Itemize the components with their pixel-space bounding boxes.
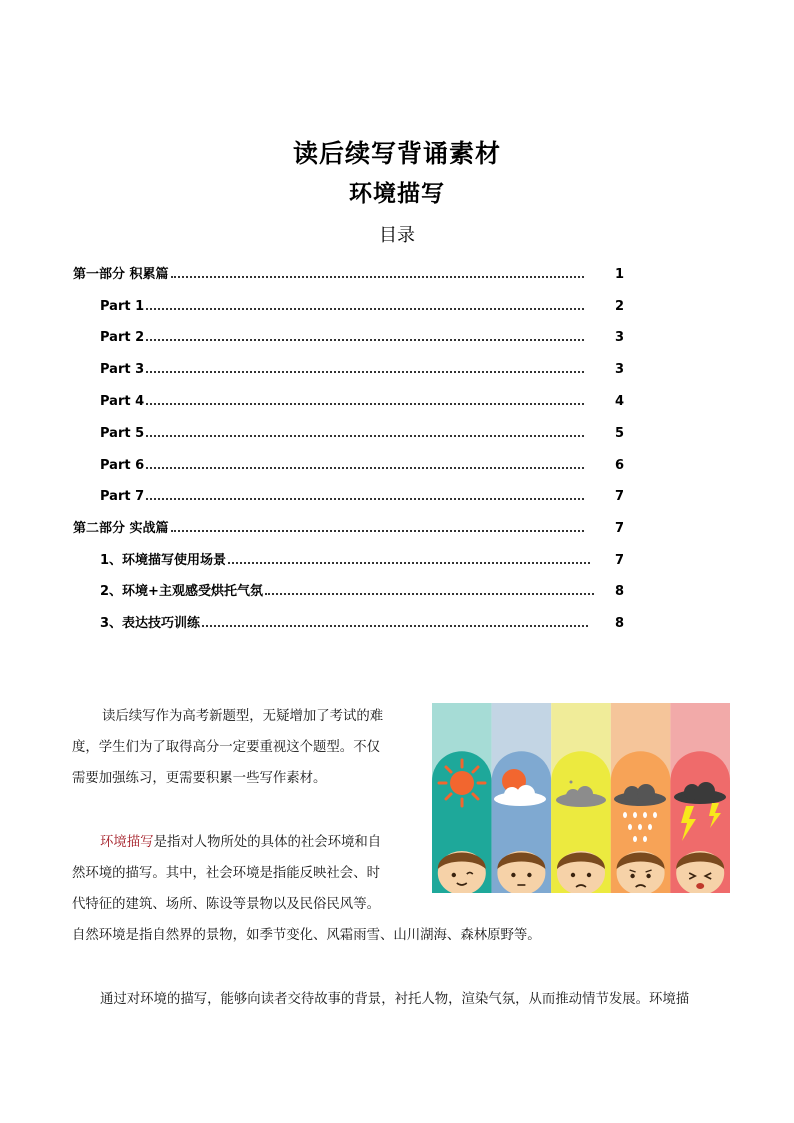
- toc-entry[interactable]: [73, 258, 624, 282]
- toc-entry-page: 3: [614, 362, 624, 377]
- crying-face-icon: [676, 851, 724, 893]
- toc-entry-label: Part 6: [100, 458, 145, 473]
- toc-entry[interactable]: [100, 607, 624, 631]
- toc-entry[interactable]: [100, 290, 624, 314]
- paragraph-1-line-3: 需要加强练习，更需要积累一些写作素材。: [72, 771, 327, 786]
- toc-entry[interactable]: [100, 480, 624, 504]
- paragraph-1-line-1: 读后续写作为高考新题型，无疑增加了考试的难: [102, 709, 384, 724]
- paragraph-2-line-2: 然环境的描写。其中，社会环境是指能反映社会、时: [72, 866, 380, 881]
- toc-heading: 目录: [379, 225, 415, 246]
- sun-icon: [439, 760, 485, 806]
- toc-entry-page: 6: [614, 458, 624, 473]
- toc-entry-label: Part 1: [100, 299, 145, 314]
- document-title: 读后续写背诵素材: [292, 139, 501, 168]
- toc-entry[interactable]: [73, 512, 624, 536]
- toc-entry-page: 4: [614, 394, 624, 409]
- toc-entry[interactable]: [100, 321, 624, 345]
- toc-leader-dots: [146, 308, 584, 310]
- toc-entry-page: 3: [614, 330, 624, 345]
- toc-entry-label: 1、环境描写使用场景: [100, 553, 227, 568]
- toc-entry-page: 7: [614, 489, 624, 504]
- toc-entry[interactable]: [100, 385, 624, 409]
- toc-leader-dots: [146, 435, 584, 437]
- toc-leader-dots: [146, 467, 584, 469]
- toc-leader-dots: [171, 276, 584, 278]
- toc-entry-page: 5: [614, 426, 624, 441]
- toc-entry-label: 第一部分 积累篇: [73, 267, 169, 282]
- toc-leader-dots: [202, 625, 588, 627]
- paragraph-2-line-4: 自然环境是指自然界的景物，如季节变化、风霜雨雪、山川湖海、森林原野等。: [72, 928, 541, 943]
- weather-mood-illustration: [432, 703, 730, 893]
- toc-entry[interactable]: [100, 575, 624, 599]
- toc-entry-label: Part 3: [100, 362, 145, 377]
- toc-entry[interactable]: [100, 544, 624, 568]
- toc-entry-page: 7: [614, 553, 624, 568]
- toc-entry-page: 8: [614, 584, 624, 599]
- toc-entry-label: 3、表达技巧训练: [100, 616, 201, 631]
- paragraph-2-line-1-rest: 是指对人物所处的具体的社会环境和自: [153, 835, 382, 850]
- toc-leader-dots: [146, 498, 584, 500]
- toc-leader-dots: [146, 339, 584, 341]
- toc-entry-page: 2: [614, 299, 624, 314]
- toc-entry-label: Part 7: [100, 489, 145, 504]
- toc-entry-label: Part 5: [100, 426, 145, 441]
- toc-entry-page: 7: [614, 521, 624, 536]
- document-subtitle: 环境描写: [349, 181, 445, 207]
- toc-leader-dots: [146, 403, 584, 405]
- toc-leader-dots: [146, 371, 584, 373]
- paragraph-1-line-2: 度，学生们为了取得高分一定要重视这个题型。不仅: [72, 740, 380, 755]
- happy-face-icon: [438, 851, 486, 893]
- toc-leader-dots: [265, 593, 594, 595]
- toc-entry-label: Part 2: [100, 330, 145, 345]
- paragraph-2-line-3: 代特征的建筑、场所、陈设等景物以及民俗民风等。: [72, 897, 380, 912]
- paragraph-2-line-1: [100, 828, 381, 859]
- toc-entry-label: Part 4: [100, 394, 145, 409]
- sad-face-icon: [557, 851, 605, 893]
- paragraph-3-line-1: 通过对环境的描写，能够向读者交待故事的背景，衬托人物，渲染气氛，从而推动情节发展。环境描: [100, 992, 690, 1007]
- neutral-face-icon: [497, 851, 545, 893]
- toc-entry-label: 第二部分 实战篇: [73, 521, 169, 536]
- toc-entry[interactable]: [100, 353, 624, 377]
- toc-entry-page: 1: [614, 267, 624, 282]
- worried-face-icon: [617, 851, 665, 893]
- toc-entry[interactable]: [100, 417, 624, 441]
- toc-entry-page: 8: [614, 616, 624, 631]
- toc-entry-label: 2、环境+主观感受烘托气氛: [100, 584, 263, 599]
- toc-leader-dots: [228, 562, 590, 564]
- toc-entry[interactable]: [100, 449, 624, 473]
- highlight-term: 环境描写: [100, 835, 154, 850]
- toc-leader-dots: [171, 530, 584, 532]
